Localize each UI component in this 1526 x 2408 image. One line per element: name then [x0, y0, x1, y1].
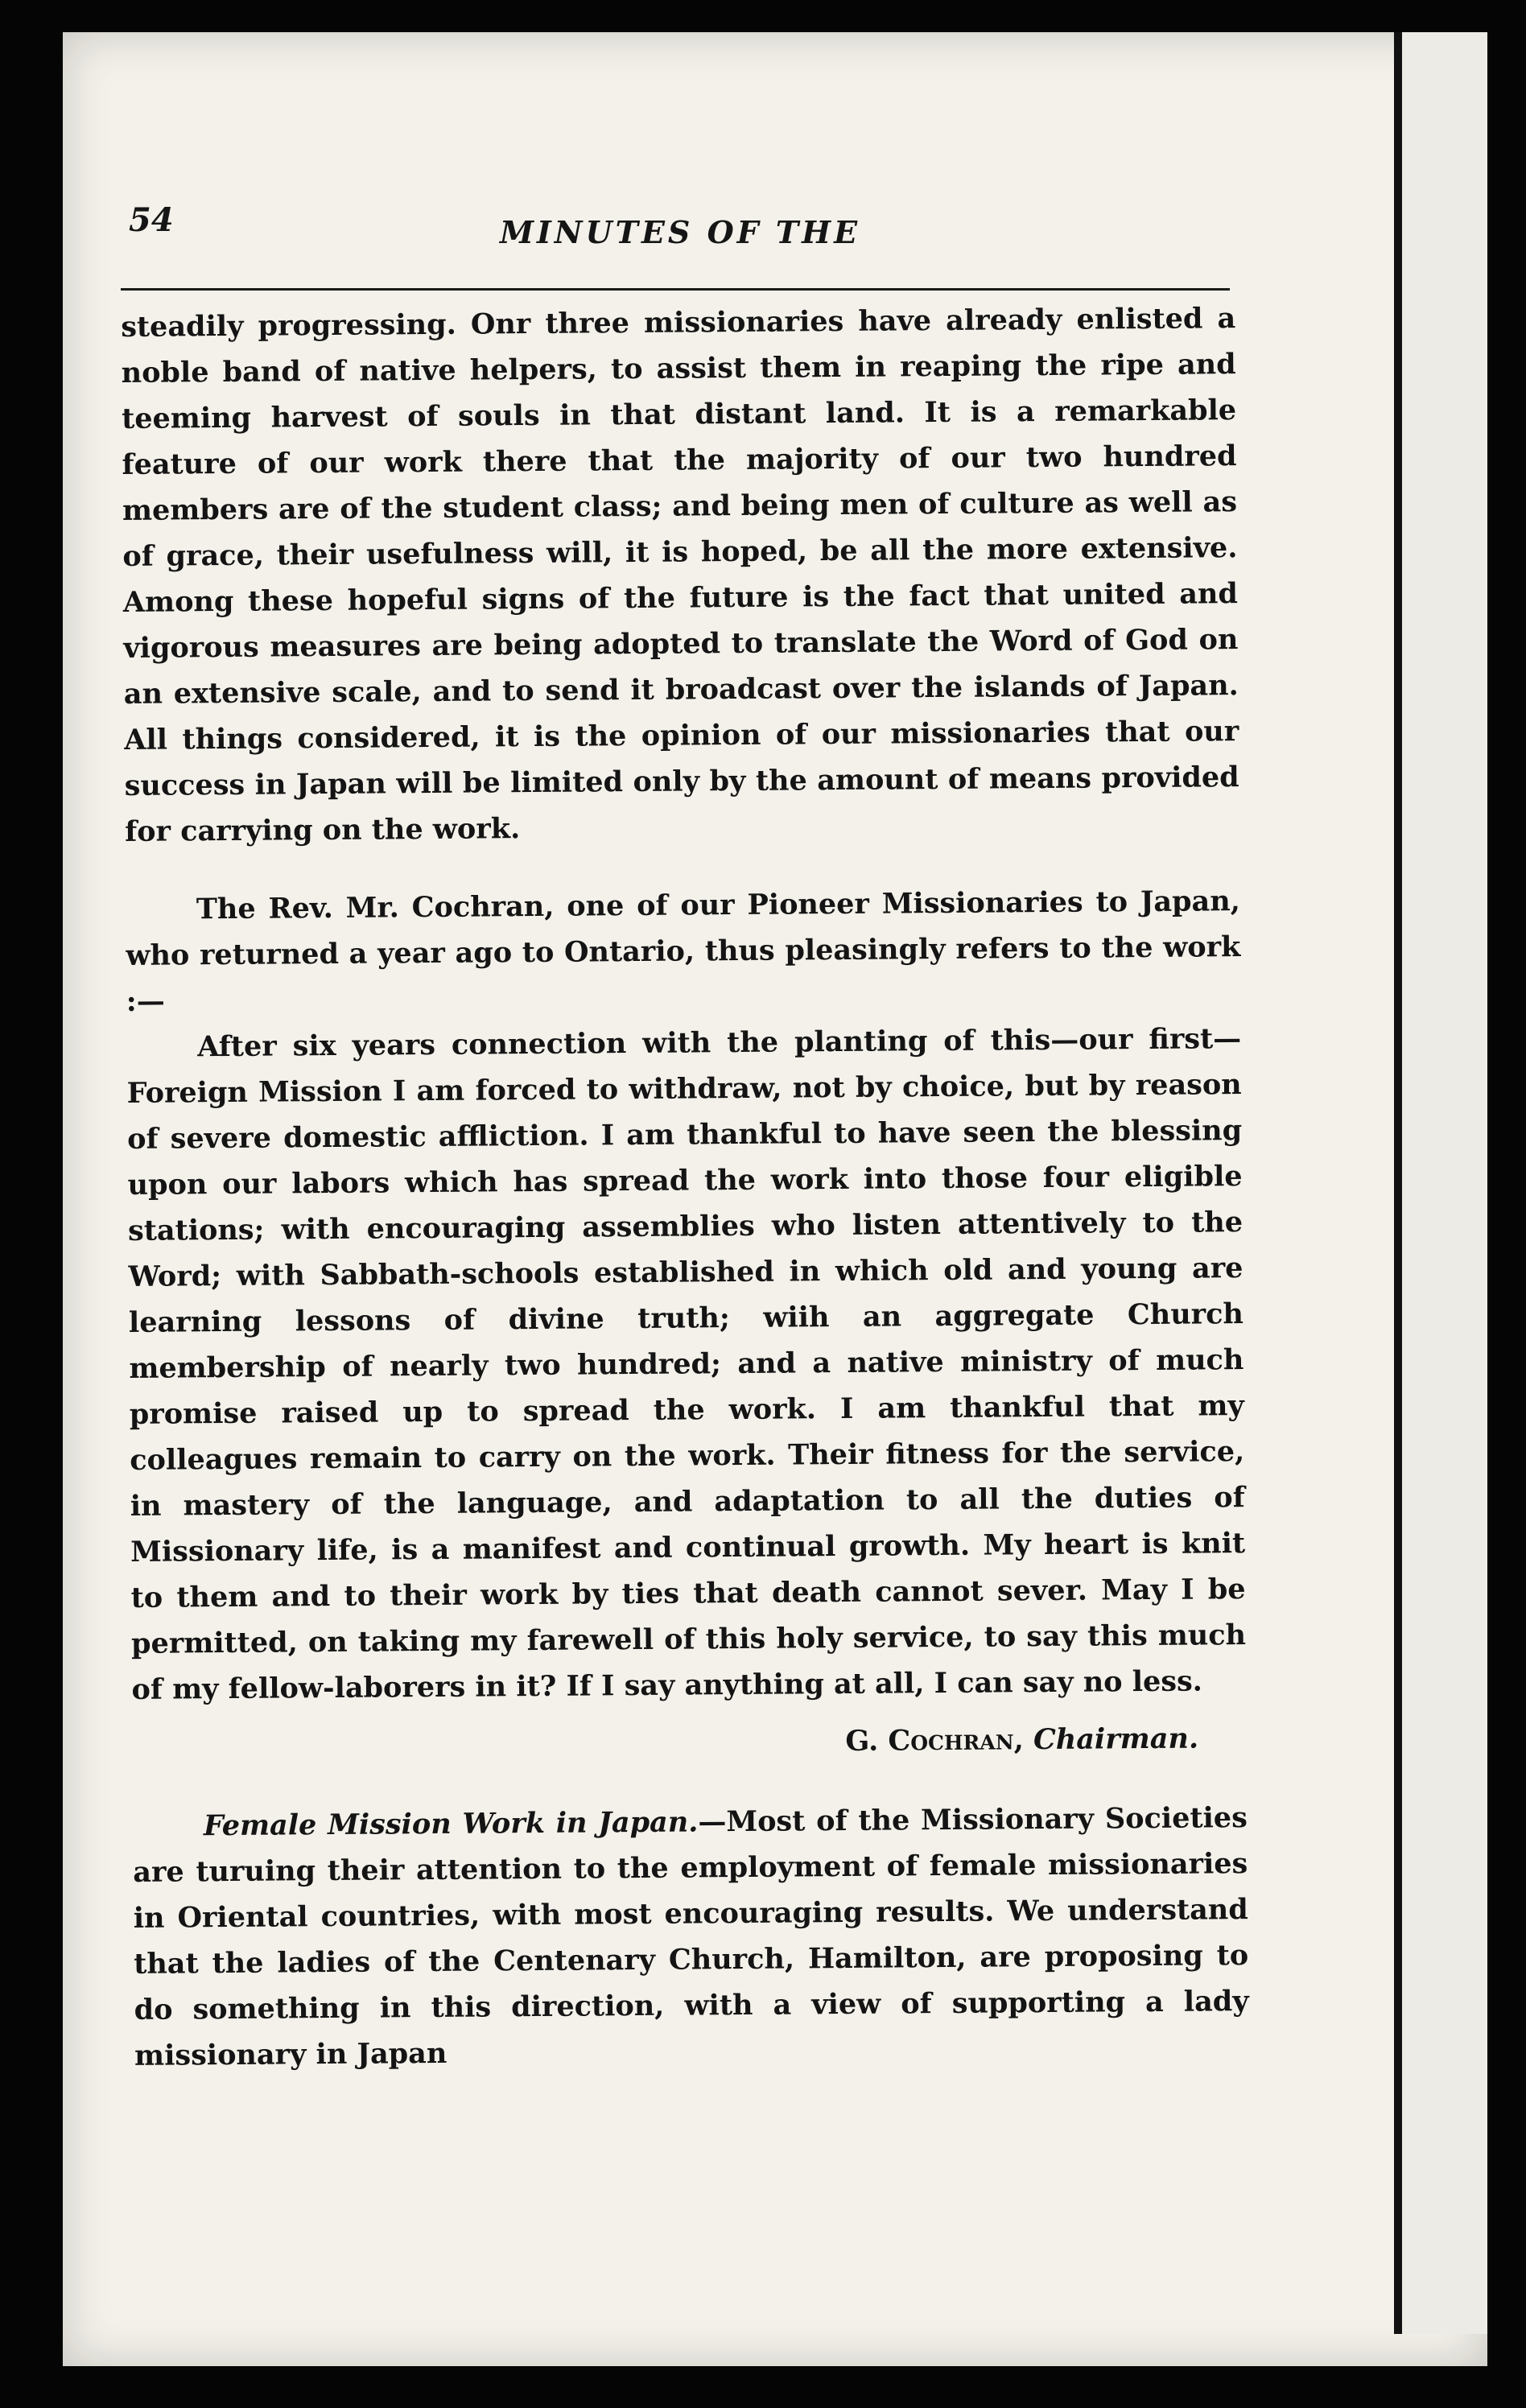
paragraph-cochran-intro: The Rev. Mr. Cochran, one of our Pioneer Missionaries to Japan, who returned a year ago to Ontario, thus pleasingly refers to the work :—: [126, 884, 1241, 1018]
body-text: [121, 295, 1249, 2079]
page-number: 54: [129, 201, 174, 239]
signature-name: G. Cochran: [845, 1723, 1014, 1758]
paragraph-female-mission: [133, 1795, 1250, 2079]
header-rule: [121, 288, 1230, 291]
signature-separator: ,: [1013, 1723, 1034, 1757]
signature-title: Chairman.: [1033, 1721, 1199, 1757]
page-gutter: [1394, 32, 1402, 2334]
signature-line: [132, 1715, 1247, 1770]
facing-page-edge: [1402, 32, 1487, 2334]
running-head: MINUTES OF THE: [499, 214, 861, 250]
section-heading-female-mission: Female Mission Work in Japan.: [203, 1805, 699, 1843]
female-mission-text: —Most of the Missionary Societies are turuing their attention to the employment of female missionaries in Oriental countries, with most encouraging results. We understand that the ladies of the Centenary Church, Hamilton, are proposing to do something in this direction, with a view of supporting a lady missionary in Japan: [133, 1801, 1249, 2072]
paragraph-continuation: steadily progressing. Onr three missionaries have already enlisted a noble band of native helpers, to assist them in reaping the ripe and teeming harvest of souls in that distant land. It is a remarkable feature of our work there that the majority of our two hundred members are of the student class; and being men of culture as well as of grace, their usefulness will, it is hoped, be all the more extensive. Among these hopeful signs of the future is the fact that united and vigorous measures are being adopted to translate the Word of God on an extensive scale, and to send it broadcast over the islands of Japan. All things considered, it is the opinion of our missionaries that our success in Japan will be limited only by the amount of means provided for carrying on the work.: [121, 302, 1239, 848]
paragraph-cochran-quote: After six years connection with the planting of this—our first—Foreign Mission I am forced to withdraw, not by choice, but by reason of severe domestic affliction. I am thankful to have seen the blessing upon our labors which has spread the work into those four eligible stations; with encouraging assemblies who listen attentively to the Word; with Sabbath-schools established in which old and young are learning lessons of divine truth; wiih an aggregate Church membership of nearly two hundred; and a native ministry of much promise raised up to spread the work. I am thankful that my colleagues remain to carry on the work. Their fitness for the service, in mastery of the language, and adaptation to all the duties of Missionary life, is a manifest and continual growth. My heart is knit to them and to their work by ties that death cannot sever. May I be permitted, on taking my farewell of this holy service, to say this much of my fellow-laborers in it? If I say anything at all, I can say no less.: [126, 1022, 1247, 1706]
page-header: [129, 201, 1231, 274]
